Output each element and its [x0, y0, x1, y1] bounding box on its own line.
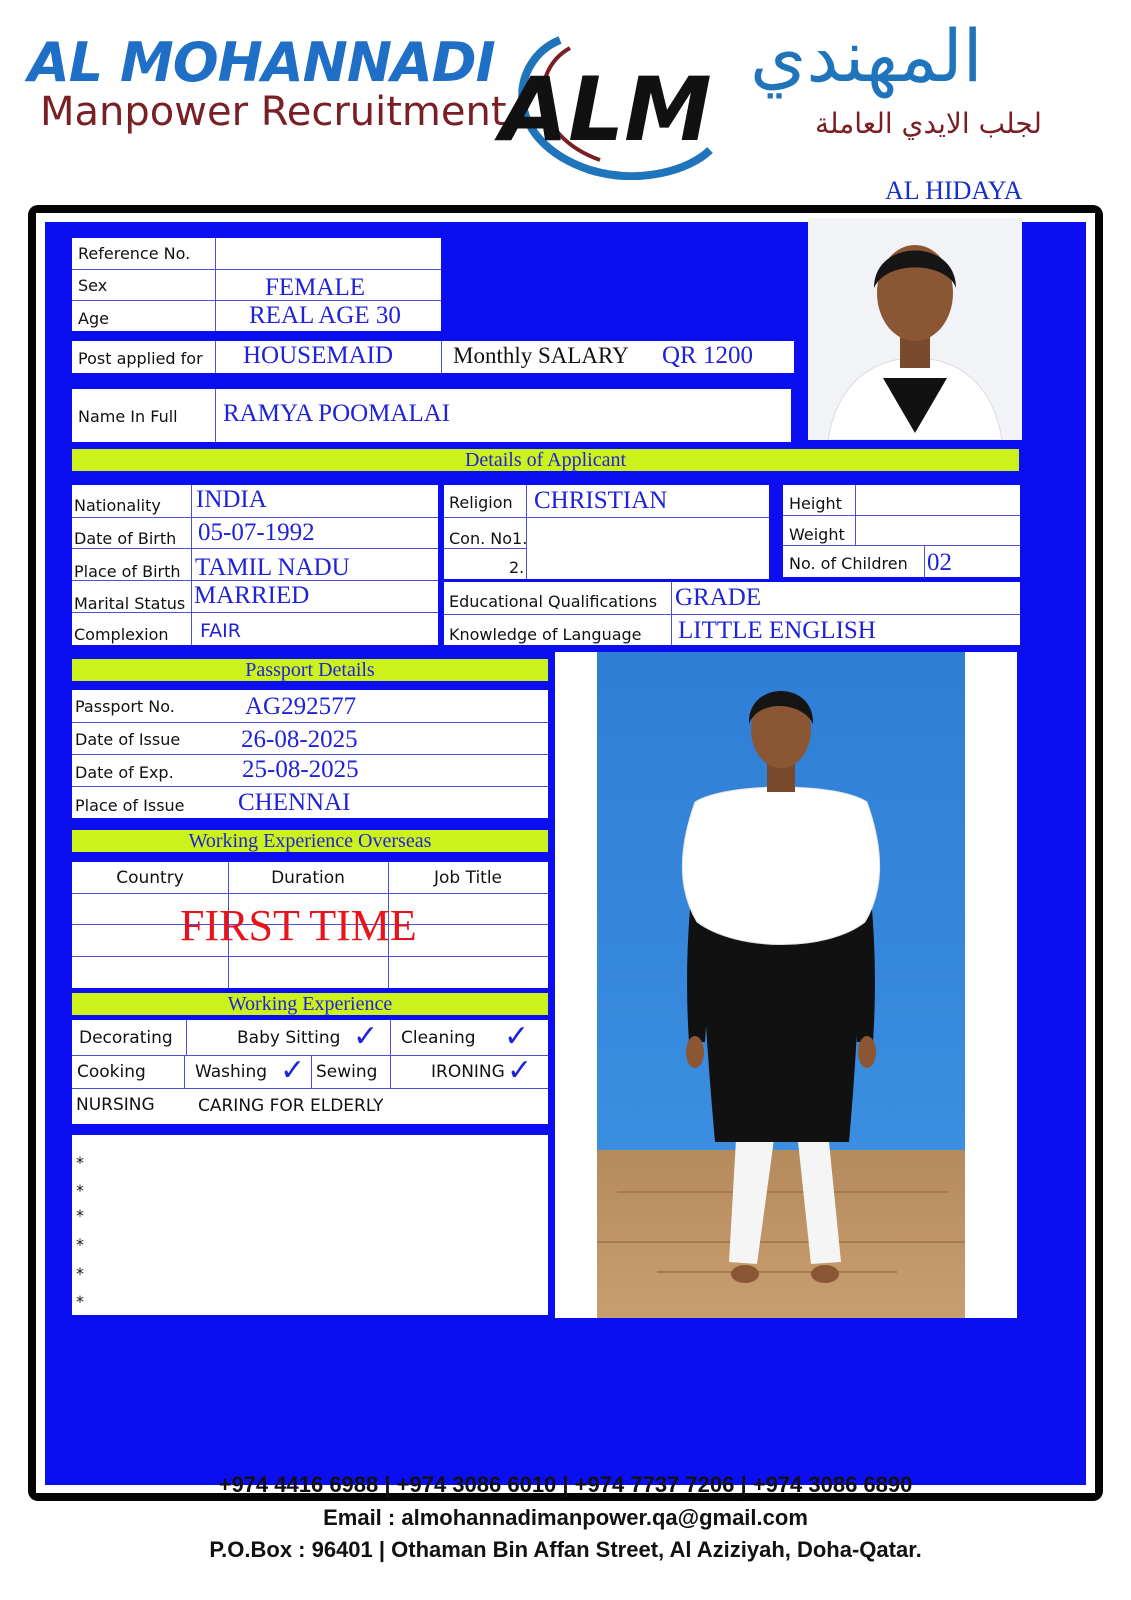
- post-label: Post applied for: [78, 349, 203, 368]
- column-duration: Duration: [271, 868, 345, 888]
- issue-place-value: CHENNAI: [238, 789, 351, 816]
- footer-email: Email : almohannadimanpower.qa@gmail.com: [323, 1505, 808, 1530]
- skills-box: [72, 1020, 548, 1124]
- passport-number-label: Passport No.: [75, 697, 175, 716]
- height-weight-box: [783, 485, 1020, 577]
- passport-details-header: Passport Details: [72, 659, 548, 681]
- applicant-full-body-photo: [597, 652, 965, 1318]
- brand-subtitle-english: Manpower Recruitment: [40, 89, 507, 135]
- children-label: No. of Children: [789, 554, 908, 573]
- dob-label: Date of Birth: [74, 529, 177, 548]
- overseas-experience-table: [72, 862, 548, 988]
- complexion-value: FAIR: [200, 620, 241, 642]
- cleaning-check-icon: ✓: [504, 1019, 530, 1054]
- education-value: GRADE: [675, 584, 762, 611]
- nationality-value: INDIA: [196, 486, 267, 513]
- issue-date-label: Date of Issue: [75, 730, 181, 749]
- religion-label: Religion: [449, 493, 513, 512]
- issue-place-label: Place of Issue: [75, 796, 185, 815]
- skill-cooking: Cooking: [77, 1062, 146, 1082]
- working-experience-header: Working Experience: [72, 993, 548, 1015]
- children-value: 02: [927, 549, 952, 576]
- washing-check-icon: ✓: [280, 1053, 306, 1088]
- name-box: [72, 389, 791, 442]
- issue-date-value: 26-08-2025: [241, 726, 358, 753]
- religion-value: CHRISTIAN: [534, 487, 668, 514]
- notes-box: [72, 1135, 548, 1315]
- language-label: Knowledge of Language: [449, 625, 642, 644]
- skill-baby-sitting: Baby Sitting: [237, 1028, 341, 1048]
- overseas-experience-header: Working Experience Overseas: [72, 830, 548, 852]
- skill-caring-elderly: CARING FOR ELDERLY: [198, 1096, 384, 1116]
- ironing-check-icon: ✓: [507, 1053, 533, 1088]
- first-time-note: FIRST TIME: [180, 904, 417, 948]
- salary-value: QR 1200: [662, 342, 753, 369]
- footer-phones: +974 4416 6988 | +974 3086 6010 | +974 7737 7206 | +974 3086 6890: [218, 1472, 913, 1497]
- column-job-title: Job Title: [433, 868, 503, 888]
- education-language-box: [444, 582, 1020, 645]
- logo-text: ALM: [500, 58, 712, 161]
- note-bullet-5: *: [76, 1264, 84, 1283]
- name-value: RAMYA POOMALAI: [223, 400, 451, 427]
- pob-value: TAMIL NADU: [195, 554, 350, 581]
- salary-label: Monthly SALARY: [453, 343, 629, 368]
- skill-washing: Washing: [195, 1062, 268, 1082]
- expiry-date-label: Date of Exp.: [75, 763, 174, 782]
- dob-value: 05-07-1992: [198, 519, 315, 546]
- skill-ironing: IRONING: [431, 1062, 505, 1082]
- age-value: REAL AGE 30: [249, 302, 401, 329]
- pob-label: Place of Birth: [74, 562, 181, 581]
- name-label: Name In Full: [78, 407, 178, 426]
- weight-label: Weight: [789, 525, 845, 544]
- alm-logo: [490, 20, 740, 180]
- note-bullet-1: *: [76, 1153, 84, 1172]
- note-bullet-3: *: [76, 1206, 84, 1225]
- sex-label: Sex: [78, 276, 108, 295]
- applicant-portrait-photo: [808, 218, 1022, 440]
- baby-sitting-check-icon: ✓: [353, 1019, 379, 1054]
- contact-1-label: Con. No1.: [449, 529, 528, 548]
- passport-number-value: AG292577: [245, 693, 357, 720]
- skill-decorating: Decorating: [79, 1028, 173, 1048]
- basic-info-box: [72, 238, 441, 331]
- skill-nursing: NURSING: [76, 1095, 155, 1115]
- height-label: Height: [789, 494, 842, 513]
- skill-sewing: Sewing: [316, 1062, 378, 1082]
- brand-name-arabic: المهندي: [750, 14, 983, 98]
- marital-value: MARRIED: [194, 582, 310, 609]
- post-value: HOUSEMAID: [243, 342, 393, 369]
- brand-name-english: AL MOHANNADI: [28, 31, 495, 94]
- passport-details-box: [72, 690, 548, 818]
- skill-cleaning: Cleaning: [401, 1028, 476, 1048]
- marital-label: Marital Status: [74, 594, 186, 613]
- details-of-applicant-header: Details of Applicant: [72, 449, 1019, 471]
- column-country: Country: [116, 868, 184, 888]
- agency-name: AL HIDAYA: [885, 176, 1023, 205]
- footer-address: P.O.Box : 96401 | Othaman Bin Affan Street, Al Aziziyah, Doha-Qatar.: [209, 1537, 922, 1562]
- applicant-details-left: [72, 485, 438, 645]
- language-value: LITTLE ENGLISH: [678, 617, 876, 644]
- post-salary-box: [72, 341, 794, 373]
- note-bullet-2: *: [76, 1181, 84, 1200]
- full-body-photo-frame: [555, 652, 1017, 1318]
- education-label: Educational Qualifications: [449, 592, 658, 611]
- religion-contact-box: [444, 485, 769, 579]
- sex-value: FEMALE: [265, 274, 365, 301]
- note-bullet-4: *: [76, 1235, 84, 1254]
- complexion-label: Complexion: [74, 625, 169, 644]
- brand-subtitle-arabic: لجلب الايدي العاملة: [815, 107, 1042, 140]
- expiry-date-value: 25-08-2025: [242, 756, 359, 783]
- age-label: Age: [78, 309, 109, 328]
- note-bullet-6: *: [76, 1292, 84, 1311]
- nationality-label: Nationality: [74, 496, 161, 515]
- contact-2-label: 2.: [509, 558, 525, 577]
- reference-label: Reference No.: [78, 244, 191, 263]
